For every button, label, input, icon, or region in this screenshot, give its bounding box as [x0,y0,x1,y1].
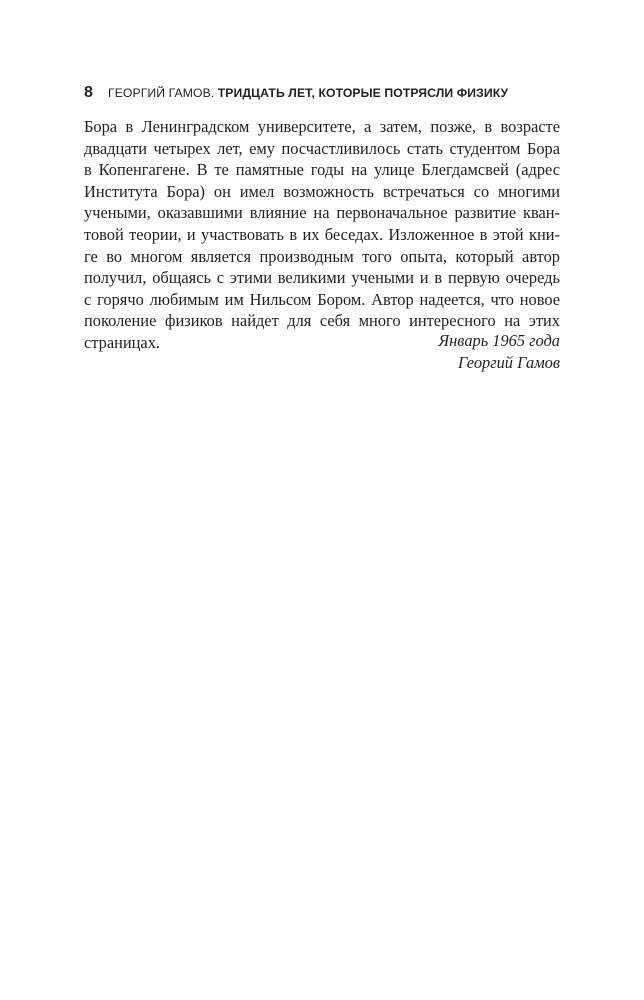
text-line: с горячо любимым им Нильсом Бором. Автор надеется, что новое [84,289,560,309]
text-line: поколение физиков найдет для себя много интересного на этих [84,311,560,331]
signature-block [84,330,560,373]
text-line: учеными, оказавшими влияние на первоначальное развитие кван- [84,203,560,223]
body-paragraph [84,116,560,354]
page-number: 8 [84,84,93,101]
text-line: товой теории, и участвовать в их беседах. Изложенное в этой кни- [84,224,560,244]
running-header [84,84,560,102]
signature-author: Георгий Гамов [457,352,560,372]
text-line: получил, общаясь с этими великими учеными и в первую очередь [84,268,560,288]
text-line: ге во многом является производным того опыта, который автор [84,246,560,266]
text-line: двадцати четырех лет, ему посчастливилось стать студентом Бора [84,138,560,158]
text-line: Бора в Ленинградском университете, а затем, позже, в возрасте [84,117,560,136]
text-line: Института Бора) он имел возможность встречаться со многими [84,181,560,201]
header-author: ГЕОРГИЙ ГАМОВ. [108,86,215,100]
text-line: страницах. [84,332,160,352]
signature-date: Январь 1965 года [438,331,560,350]
header-book-title: ТРИДЦАТЬ ЛЕТ, КОТОРЫЕ ПОТРЯСЛИ ФИЗИКУ [217,86,509,100]
text-line: в Копенгагене. В те памятные годы на улице Блегдамсвей (адрес [84,160,560,180]
